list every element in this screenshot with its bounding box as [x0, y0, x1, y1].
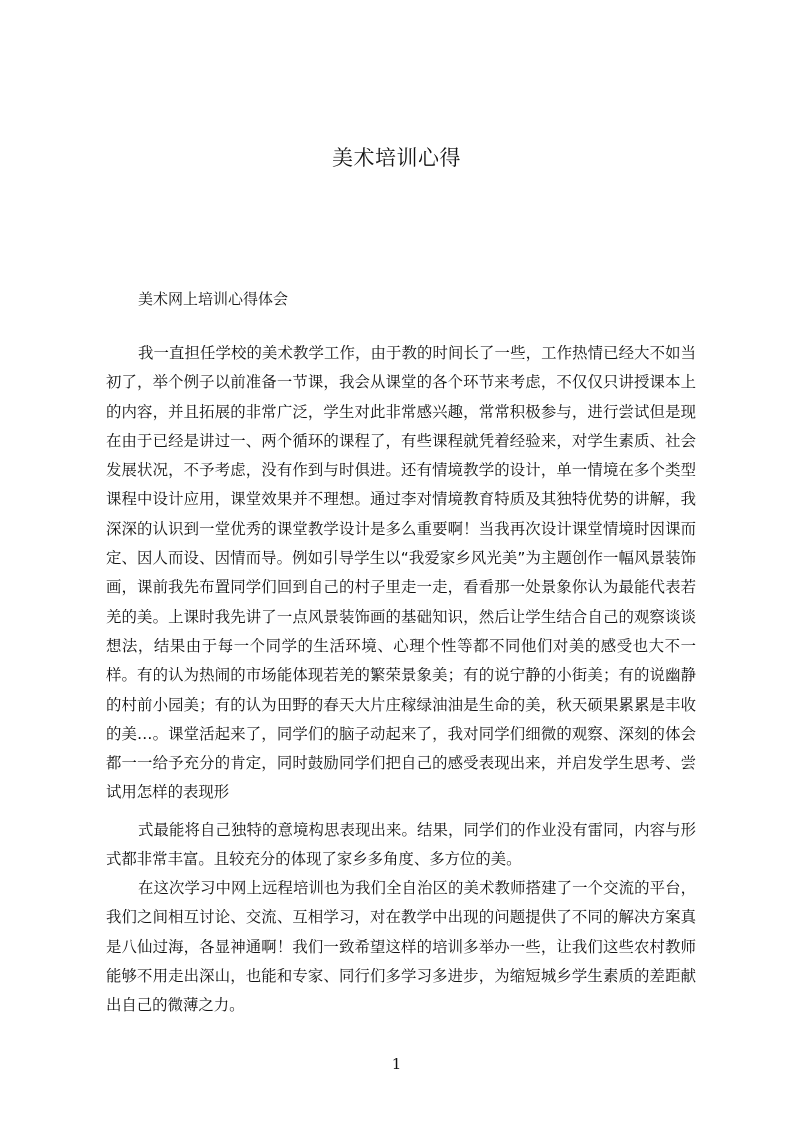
paragraph-1: 我一直担任学校的美术教学工作，由于教的时间长了一些，工作热情已经大不如当初了，举个例子以前准备一节课，我会从课堂的各个环节来考虑，不仅仅只讲授课本上的内容，并且拓展的非常广泛，学生对此非常感兴趣，常常积极参与，进行尝试但是现在由于已经是讲过一、两个循环的课程了，有些课程就凭着经验来，对学生素质、社会发展状况，不予考虑，没有作到与时俱进。还有情境教学的设计，单一情境在多个类型课程中设计应用，课堂效果并不理想。通过李对情境教育特质及其独特优势的讲解，我深深的认识到一堂优秀的课堂教学设计是多么重要啊！当我再次设计课堂情境时因课而定、因人而设、因情而导。例如引导学生以“我爱家乡风光美”为主题创作一幅风景装饰画，课前我先布置同学们回到自己的村子里走一走，看看那一处景象你认为最能代表若羌的美。上课时我先讲了一点风景装饰画的基础知识，然后让学生结合自己的观察谈谈想法，结果由于每一个同学的生活环境、心理个性等都不同他们对美的感受也大不一样。有的认为热闹的市场能体现若羌的繁荣景象美；有的说宁静的小街美；有的说幽静的村前小园美；有的认为田野的春天大片庄稼绿油油是生命的美，秋天硕果累累是丰收的美…。课堂活起来了，同学们的脑子动起来了，我对同学们细微的观察、深刻的体会都一一给予充分的肯定，同时鼓励同学们把自己的感受表现出来，并启发学生思考、尝试用怎样的表现形: [106, 344, 696, 802]
page-number: 1: [391, 1055, 402, 1073]
paragraph-3: 在这次学习中网上远程培训也为我们全自治区的美术教师搭建了一个交流的平台，我们之间相互讨论、交流、互相学习，对在教学中出现的问题提供了不同的解决方案真是八仙过海，各显神通啊！我们一致希望这样的培训多举办一些，让我们这些农村教师能够不用走出深山，也能和专家、同行们多学习多进步，为缩短城乡学生素质的差距献出自己的微薄之力。: [106, 879, 696, 1015]
document-subtitle: 美术网上培训心得体会: [138, 290, 289, 308]
document-title: 美术培训心得: [332, 146, 461, 170]
paragraph-2: 式最能将自己独特的意境构思表现出来。结果，同学们的作业没有雷同，内容与形式都非常丰富。且较充分的体现了家乡多角度、多方位的美。: [106, 821, 696, 869]
